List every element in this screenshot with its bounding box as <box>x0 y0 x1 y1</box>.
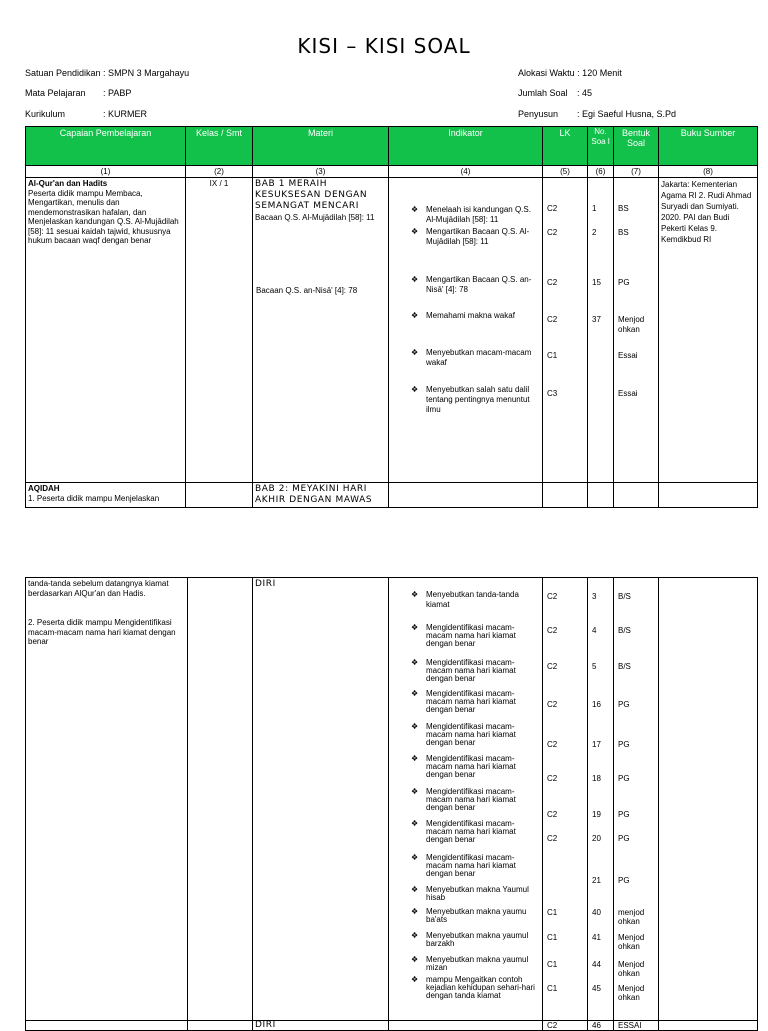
capaian-cell <box>26 483 186 508</box>
no-soal-cell <box>588 578 614 1021</box>
table-row <box>26 1021 758 1031</box>
lk-value: C2 <box>547 810 558 819</box>
bentuk-soal-value: PG <box>618 700 630 709</box>
lk-value: C2 <box>547 740 558 749</box>
penyusun-label: Penyusun <box>518 109 559 119</box>
table-row <box>26 483 758 508</box>
no-soal-cell: 46 <box>588 1021 614 1031</box>
no-soal-value: 21 <box>592 876 601 885</box>
indicator-item: ❖ Mengidentifikasi macam-macam nama hari kiamat dengan benar <box>411 819 516 844</box>
document-title: KISI – KISI SOAL <box>297 34 471 58</box>
col-number: (2) <box>186 166 253 178</box>
bentuk-soal-value: Essai <box>618 389 638 398</box>
lk-cell <box>543 578 588 1021</box>
materi-text: Bacaan Q.S. an-Nisā' [4]: 78 <box>256 286 358 295</box>
lk-cell: C2 <box>543 1021 588 1031</box>
indikator-cell <box>389 578 543 1021</box>
bullet-icon: ❖ <box>411 787 419 796</box>
mata-pelajaran-value: : PABP <box>103 88 132 98</box>
bentuk-soal-cell <box>614 578 659 1021</box>
bentuk-soal-value: Menjod ohkan <box>618 933 645 951</box>
indicator-item: ❖ Mengidentifikasi macam-macam nama hari kiamat dengan benar <box>411 787 516 812</box>
capaian-cell <box>26 578 188 1021</box>
bentuk-soal-value: B/S <box>618 626 631 635</box>
bullet-icon: ❖ <box>411 311 419 320</box>
no-soal-value: 1 <box>592 204 597 213</box>
column-number-row <box>26 166 758 178</box>
lk-cell <box>543 483 588 508</box>
satuan-pendidikan: Satuan Pendidikan : SMPN 3 Margahayu <box>25 68 190 78</box>
kurikulum-value: : KURMER <box>103 109 148 119</box>
kelas-cell <box>186 483 253 508</box>
bentuk-soal-value: BS <box>618 204 629 213</box>
lk-value: C1 <box>547 933 558 942</box>
lk-value: C2 <box>547 774 558 783</box>
bentuk-soal-value: PG <box>618 740 630 749</box>
lk-value: C2 <box>547 700 558 709</box>
col-number: (5) <box>543 166 588 178</box>
mata-pelajaran-label: Mata Pelajaran <box>25 88 86 98</box>
alokasi-waktu: Alokasi Waktu : 120 Menit <box>518 68 622 78</box>
capaian-cell <box>26 178 186 483</box>
indicator-item: ❖ Menyebutkan salah satu dalil tentang pentingnya menuntut ilmu <box>411 385 530 414</box>
no-soal-value: 4 <box>592 626 597 635</box>
lk-value: C2 <box>547 592 558 601</box>
jumlah-soal-label: Jumlah Soal <box>518 88 568 98</box>
materi-cell <box>253 178 389 483</box>
no-soal-value: 37 <box>592 315 601 324</box>
header-buku-sumber: Buku Sumber <box>659 127 758 166</box>
lk-value: C2 <box>547 204 558 213</box>
lk-value: C2 <box>547 228 558 237</box>
bullet-icon: ❖ <box>411 689 419 698</box>
bullet-icon: ❖ <box>411 754 419 763</box>
col-number: (1) <box>26 166 186 178</box>
lk-value: C1 <box>547 984 558 993</box>
col-number: (7) <box>614 166 659 178</box>
lk-value: C2 <box>547 662 558 671</box>
materi-cell: DIRI <box>253 1021 389 1031</box>
indicator-item: ❖ Menyebutkan makna Yaumul hisab <box>411 885 529 902</box>
capaian-cell <box>26 1021 188 1031</box>
no-soal-value: 15 <box>592 278 601 287</box>
lk-value: C2 <box>547 834 558 843</box>
indicator-item: ❖ Menyebutkan makna yaumul mizan <box>411 955 529 972</box>
header-lk: LK <box>543 127 588 166</box>
no-soal-value: 5 <box>592 662 597 671</box>
capaian-text: 2. Peserta didik mampu Mengidentifikasi macam-macam nama hari kiamat dengan benar <box>28 618 176 646</box>
materi-text: Bacaan Q.S. Al-Mujādilah [58]: 11 <box>255 213 375 222</box>
kelas-cell <box>188 578 253 1021</box>
header-capaian: Capaian Pembelajaran <box>26 127 186 166</box>
bentuk-soal-value: BS <box>618 228 629 237</box>
table-row <box>26 578 758 1021</box>
kelas-cell <box>188 1021 253 1031</box>
bentuk-soal-value: Menjod ohkan <box>618 984 645 1002</box>
indicator-item: ❖ mampu Mengaitkan contoh kejadian kehidupan sehari-hari dengan tanda kiamat <box>411 975 535 1000</box>
kisi-table-page-2 <box>25 577 758 1031</box>
kurikulum-label: Kurikulum <box>25 109 66 119</box>
no-soal-value: 16 <box>592 700 601 709</box>
lk-value: C2 <box>547 278 558 287</box>
header-no-soal: No. Soa l <box>588 127 614 166</box>
bullet-icon: ❖ <box>411 907 419 916</box>
capaian-text: 1. Peserta didik mampu Menjelaskan <box>28 493 160 503</box>
indicator-item: ❖ Mengidentifikasi macam-macam nama hari kiamat dengan benar <box>411 754 516 779</box>
buku-sumber-cell: Jakarta: Kementerian Agama RI 2. Rudi Ahmad Suryadi dan Sumiyati. 2020. PAI dan Budi Pekerti Kelas 9. Kemdikbud RI <box>659 178 758 483</box>
col-number: (8) <box>659 166 758 178</box>
bentuk-soal-cell <box>614 483 659 508</box>
bullet-icon: ❖ <box>411 275 419 284</box>
no-soal-value: 2 <box>592 228 597 237</box>
indicator-item: ❖ Mengidentifikasi macam-macam nama hari kiamat dengan benar <box>411 689 516 714</box>
indicator-item: ❖ Menyebutkan tanda-tanda kiamat <box>411 590 519 609</box>
kelas-cell: IX / 1 <box>186 178 253 483</box>
materi-cell: DIRI <box>253 578 389 1021</box>
bullet-icon: ❖ <box>411 955 419 964</box>
capaian-title: AQIDAH <box>28 484 60 493</box>
no-soal-cell <box>588 483 614 508</box>
bentuk-soal-cell <box>614 178 659 483</box>
indicator-item: ❖ Menyebutkan makna yaumu ba'ats <box>411 907 527 924</box>
bullet-icon: ❖ <box>411 722 419 731</box>
bentuk-soal-value: PG <box>618 834 630 843</box>
no-soal-value: 41 <box>592 933 601 942</box>
capaian-text: Peserta didik mampu Membaca, Mengartikan, menulis dan mendemonstrasikan hafalan, dan Menjelaskan kandungan Q.S. Al-Mujādilah [58]: 11 sesuai kaidah tajwid, khususnya hukum bacaan waqf dengan benar <box>28 188 179 245</box>
indicator-item: ❖ Menyebutkan macam-macam wakaf <box>411 348 532 367</box>
col-number: (4) <box>389 166 543 178</box>
capaian-text: tanda-tanda sebelum datangnya kiamat berdasarkan AlQur'an dan Hadis. <box>28 579 169 598</box>
indikator-cell <box>389 1021 543 1031</box>
bullet-icon: ❖ <box>411 205 419 214</box>
kisi-table-page-1 <box>25 126 758 508</box>
no-soal-value: 44 <box>592 960 601 969</box>
lk-value: C2 <box>547 626 558 635</box>
indikator-cell <box>389 178 543 483</box>
bab-title: BAB 1 MERAIH KESUKSESAN DENGAN SEMANGAT MENCARI <box>255 179 368 211</box>
penyusun-value: : Egi Saeful Husna, S.Pd <box>577 109 677 119</box>
header-bentuk-soal: Bentuk Soal <box>614 127 659 166</box>
bullet-icon: ❖ <box>411 385 419 394</box>
lk-value: C1 <box>547 908 558 917</box>
no-soal-value: 18 <box>592 774 601 783</box>
indicator-item: ❖ Menelaah isi kandungan Q.S. Al-Mujādilah [58]: 11 <box>411 205 531 224</box>
bullet-icon: ❖ <box>411 590 419 599</box>
no-soal-value: 45 <box>592 984 601 993</box>
bentuk-soal-value: menjod ohkan <box>618 908 645 926</box>
buku-sumber-cell <box>659 578 758 1021</box>
buku-sumber-cell <box>659 1021 758 1031</box>
bentuk-soal-value: PG <box>618 774 630 783</box>
indicator-item: ❖ Menyebutkan makna yaumul barzakh <box>411 931 529 948</box>
bullet-icon: ❖ <box>411 348 419 357</box>
bentuk-soal-value: Menjod ohkan <box>618 315 645 334</box>
indicator-item: ❖ Mengidentifikasi macam-macam nama hari kiamat dengan benar <box>411 623 516 648</box>
bullet-icon: ❖ <box>411 853 419 862</box>
lk-value: C3 <box>547 389 558 398</box>
col-number: (6) <box>588 166 614 178</box>
no-soal-value: 17 <box>592 740 601 749</box>
lk-value: C1 <box>547 960 558 969</box>
no-soal-cell <box>588 178 614 483</box>
capaian-title: Al-Qur'an dan Hadits <box>28 179 108 188</box>
lk-value: C1 <box>547 351 558 360</box>
no-soal-value: 20 <box>592 834 601 843</box>
bentuk-soal-value: B/S <box>618 662 631 671</box>
table-header-row <box>26 127 758 166</box>
bentuk-soal-cell: ESSAI <box>614 1021 659 1031</box>
lk-cell <box>543 178 588 483</box>
bullet-icon: ❖ <box>411 885 419 894</box>
bentuk-soal-value: PG <box>618 876 630 885</box>
indicator-item: ❖ Mengidentifikasi macam-macam nama hari kiamat dengan benar <box>411 658 516 683</box>
indicator-item: ❖ Memahami makna wakaf <box>411 311 515 320</box>
bullet-icon: ❖ <box>411 658 419 667</box>
buku-sumber-cell <box>659 483 758 508</box>
indikator-cell <box>389 483 543 508</box>
table-row <box>26 178 758 483</box>
bentuk-soal-value: PG <box>618 810 630 819</box>
lk-value: C2 <box>547 315 558 324</box>
header-kelas: Kelas / Smt <box>186 127 253 166</box>
no-soal-value: 40 <box>592 908 601 917</box>
indicator-item: ❖ Mengidentifikasi macam-macam nama hari kiamat dengan benar <box>411 722 516 747</box>
indicator-item: ❖ Mengidentifikasi macam-macam nama hari kiamat dengan benar <box>411 853 516 878</box>
indicator-item: ❖ Mengartikan Bacaan Q.S. Al-Mujādilah [58]: 11 <box>411 227 530 246</box>
bullet-icon: ❖ <box>411 975 419 984</box>
no-soal-value: 19 <box>592 810 601 819</box>
bullet-icon: ❖ <box>411 931 419 940</box>
bentuk-soal-value: B/S <box>618 592 631 601</box>
bentuk-soal-value: PG <box>618 278 630 287</box>
jumlah-soal-value: : 45 <box>577 88 593 98</box>
bullet-icon: ❖ <box>411 819 419 828</box>
header-indikator: Indikator <box>389 127 543 166</box>
materi-cell: BAB 2: MEYAKINI HARI AKHIR DENGAN MAWAS <box>253 483 389 508</box>
bentuk-soal-value: Menjod ohkan <box>618 960 645 978</box>
col-number: (3) <box>253 166 389 178</box>
no-soal-value: 3 <box>592 592 597 601</box>
header-materi: Materi <box>253 127 389 166</box>
bentuk-soal-value: Essai <box>618 351 638 360</box>
bullet-icon: ❖ <box>411 623 419 632</box>
bullet-icon: ❖ <box>411 227 419 236</box>
indicator-item: ❖ Mengartikan Bacaan Q.S. an-Nisā' [4]: 78 <box>411 275 532 294</box>
